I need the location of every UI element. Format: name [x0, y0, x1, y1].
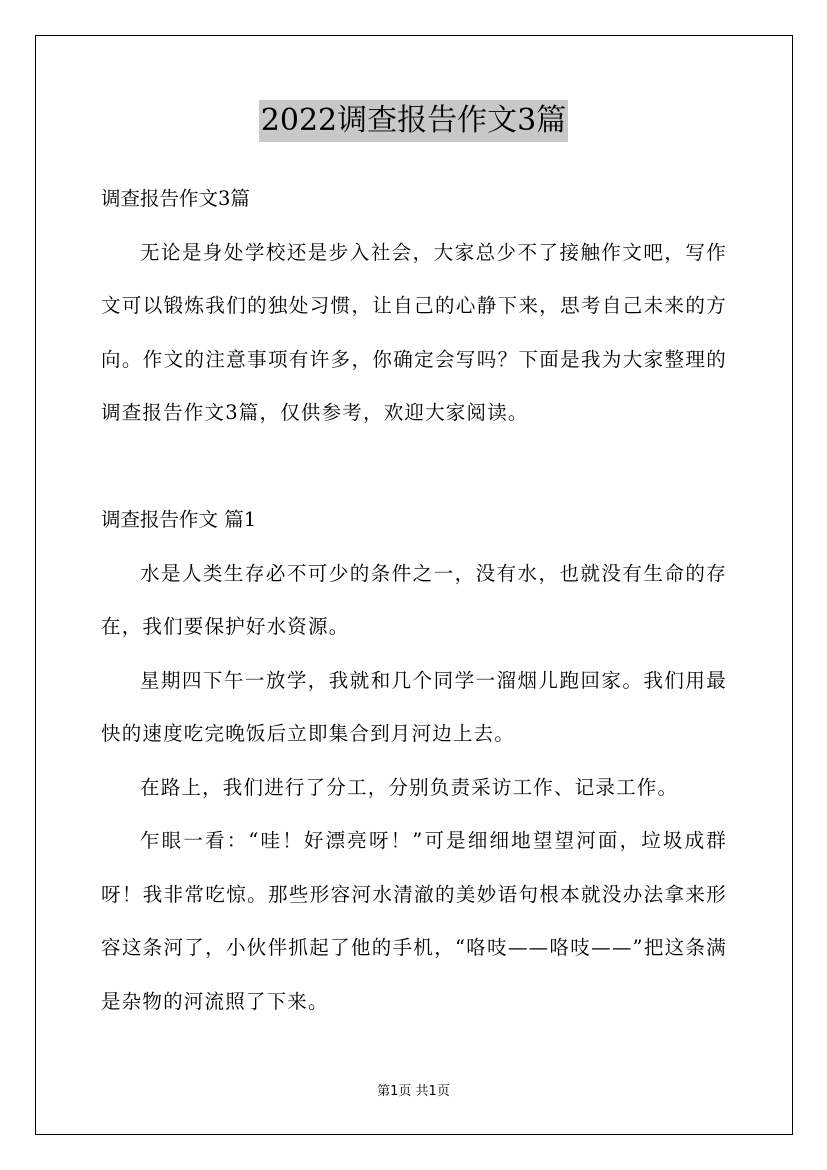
body-paragraph: 水是人类生存必不可少的条件之一，没有水，也就没有生命的存在，我们要保护好水资源。: [101, 561, 727, 638]
body-paragraph: 乍眼一看：“哇！好漂亮呀！”可是细细地望望河面，垃圾成群呀！我非常吃惊。那些形容河水清澈的美妙语句根本就没办法拿来形容这条河了，小伙伴抓起了他的手机，“咯吱——咯吱——”把这条满是杂物的河流照了下来。: [101, 829, 727, 1013]
intro-heading: 调查报告作文3篇: [101, 187, 250, 210]
intro-paragraph: 无论是身处学校还是步入社会，大家总少不了接触作文吧，写作文可以锻炼我们的独处习惯，让自己的心静下来，思考自己未来的方向。作文的注意事项有许多，你确定会写吗？下面是我为大家整理的调查报告作文3篇，仅供参考，欢迎大家阅读。: [101, 240, 727, 424]
body-paragraph: 星期四下午一放学，我就和几个同学一溜烟儿跑回家。我们用最快的速度吃完晚饭后立即集合到月河边上去。: [101, 668, 727, 745]
document-title: 2022调查报告作文3篇: [259, 100, 568, 142]
title-area: [0, 100, 827, 142]
section-heading: 调查报告作文 篇1: [101, 508, 257, 531]
section-gap: [101, 440, 727, 494]
body-paragraph: 在路上，我们进行了分工，分别负责采访工作、记录工作。: [140, 775, 679, 799]
page-footer: 第1页 共1页: [377, 1084, 450, 1099]
document-body: [101, 172, 727, 1028]
